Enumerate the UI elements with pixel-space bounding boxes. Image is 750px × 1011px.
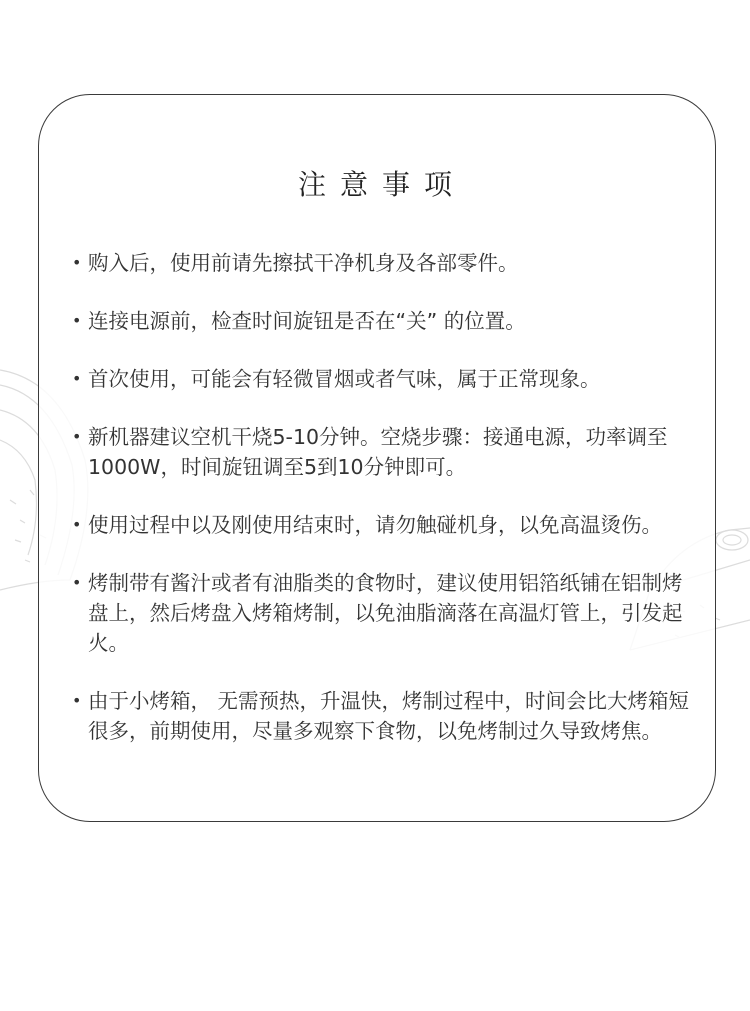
page-title: 注意事项: [297, 168, 466, 201]
note-text: 使用过程中以及刚使用结束时，请勿触碰机身，以免高温烫伤。: [88, 513, 662, 537]
list-item: [72, 422, 692, 482]
bullet-dot: •: [72, 515, 82, 534]
bullet-dot: •: [72, 311, 82, 330]
bullet-dot: •: [72, 253, 82, 272]
note-text: 新机器建议空机干烧5-10分钟。空烧步骤：接通电源，功率调至1000W，时间旋钮调至5到10分钟即可。: [88, 425, 668, 479]
list-item: [72, 248, 692, 278]
note-text: 由于小烤箱， 无需预热，升温快，烤制过程中，时间会比大烤箱短很多，前期使用，尽量多观察下食物，以免烤制过久导致烤焦。: [88, 689, 690, 743]
bullet-dot: •: [72, 573, 82, 592]
bullet-dot: •: [72, 369, 82, 388]
note-text: 购入后，使用前请先擦拭干净机身及各部零件。: [88, 251, 519, 275]
note-text: 烤制带有酱汁或者有油脂类的食物时，建议使用铝箔纸铺在铝制烤盘上，然后烤盘入烤箱烤制，以免油脂滴落在高温灯管上，引发起火。: [88, 571, 683, 655]
note-text: 连接电源前，检查时间旋钮是否在“关” 的位置。: [88, 309, 526, 333]
list-item: [72, 306, 692, 336]
bullet-dot: •: [72, 427, 82, 446]
list-item: [72, 686, 692, 746]
notes-list: [72, 248, 692, 774]
bullet-dot: •: [72, 691, 82, 710]
note-text: 首次使用，可能会有轻微冒烟或者气味，属于正常现象。: [88, 367, 601, 391]
list-item: [72, 568, 692, 658]
list-item: [72, 510, 692, 540]
list-item: [72, 364, 692, 394]
